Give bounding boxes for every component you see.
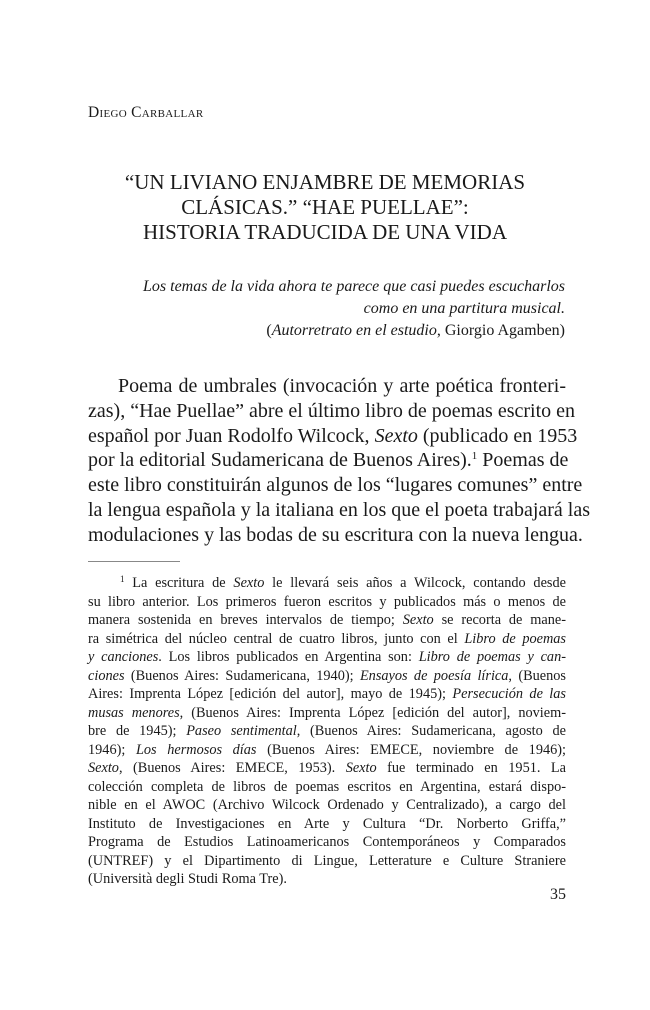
footnote-text: (Buenos Aires: EMECE, noviembre de 1946); bbox=[256, 741, 566, 758]
title-line: CLÁSICAS.” “HAE PUELLAE”: bbox=[181, 195, 469, 219]
epigraph-line: Los temas de la vida ahora te parece que casi puedes escucharlos bbox=[143, 278, 565, 295]
body-text: por la editorial Sudamericana de Buenos Aires). bbox=[88, 449, 472, 472]
book-title: musas menores bbox=[88, 704, 180, 721]
epigraph bbox=[110, 276, 565, 342]
footnote-line bbox=[88, 574, 566, 593]
footnote-text: . Los libros publicados en Argentina son: bbox=[158, 649, 419, 665]
footnote-text: se recorta de mane- bbox=[433, 612, 566, 628]
body-line bbox=[88, 424, 578, 449]
footnote-text: fue terminado en 1951. La bbox=[376, 760, 566, 776]
footnote-text: (Buenos Aires: Sudamericana, 1940); bbox=[124, 667, 360, 684]
footnote-text: , (Buenos bbox=[508, 667, 566, 684]
body-line: zas), “Hae Puellae” abre el último libro de poemas escrito en bbox=[88, 399, 576, 422]
source-title: Autorretrato en el estudio bbox=[271, 322, 437, 339]
footnote-line bbox=[88, 630, 566, 649]
source-paren: ( bbox=[266, 322, 272, 339]
footnote-text: , (Buenos Aires: EMECE, 1953). bbox=[118, 760, 346, 776]
footnote-line: Programa de Estudios Latinoamericanos Contemporáneos y Comparados bbox=[88, 834, 566, 850]
book-title: Sexto bbox=[374, 424, 418, 447]
footnote-text: manera sostenida en breves intervalos de tiempo; bbox=[88, 612, 403, 628]
title-line: HISTORIA TRADUCIDA DE UNA VIDA bbox=[142, 220, 508, 244]
chapter-title bbox=[80, 170, 570, 245]
footnote-text: , (Buenos Aires: Sudamericana, agosto de bbox=[296, 723, 566, 739]
footnote-line: colección completa de libros de poemas escritos en Argentina, estará dispo- bbox=[88, 778, 566, 795]
footnote-line: (Università degli Studi Roma Tre). bbox=[88, 871, 287, 887]
footnote-line bbox=[88, 722, 566, 741]
footnote-line bbox=[88, 667, 566, 686]
footnote-text: , (Buenos Aires: Imprenta López [edición del autor], noviem- bbox=[179, 704, 566, 721]
footnote-line: nible en el AWOC (Archivo Wilcock Ordenado y Centralizado), a cargo del bbox=[88, 797, 566, 813]
body-paragraph bbox=[88, 374, 591, 548]
title-line: “UN LIVIANO ENJAMBRE DE MEMORIAS bbox=[124, 170, 526, 194]
book-title: Sexto bbox=[233, 575, 265, 591]
book-title: Sexto bbox=[345, 760, 377, 776]
footnote-text: le llevará seis años a Wilcock, contando desde bbox=[264, 575, 566, 591]
footnote-text: Aires: Imprenta López [edición del autor], mayo de 1945); bbox=[88, 686, 453, 702]
footnote-number: 1 bbox=[120, 574, 125, 584]
body-line bbox=[88, 448, 569, 473]
footnote-line bbox=[88, 704, 566, 723]
epigraph-line: como en una partitura musical. bbox=[363, 300, 565, 317]
book-title: Libro de poemas bbox=[464, 630, 566, 647]
footnote-text: ra simétrica del núcleo central de cuatro libros, junto con el bbox=[88, 630, 465, 647]
footnote-line: (UNTREF) y el Dipartimento di Lingue, Letterature e Culture Straniere bbox=[88, 852, 566, 869]
body-text: Poemas de bbox=[477, 449, 569, 472]
footnote-text: bre de 1945); bbox=[88, 723, 187, 739]
footnote-line bbox=[88, 685, 566, 704]
footnote-ref[interactable]: 1 bbox=[471, 450, 478, 463]
body-text: español por Juan Rodolfo Wilcock, bbox=[88, 424, 375, 447]
source-author: , Giorgio Agamben) bbox=[436, 322, 565, 339]
body-line: este libro constituirán algunos de los “lugares comunes” entre bbox=[88, 474, 583, 497]
footnote-line bbox=[88, 759, 566, 778]
footnote-line bbox=[88, 648, 566, 667]
book-title: Sexto bbox=[402, 612, 434, 628]
body-line: Poema de umbrales (invocación y arte poética fronteri- bbox=[118, 375, 566, 397]
book-title: ciones bbox=[88, 667, 125, 684]
book-title: Los hermosos días bbox=[135, 741, 257, 758]
book-title: y canciones bbox=[88, 649, 159, 665]
body-line: la lengua española y la italiana en los que el poeta trabajará las bbox=[88, 498, 591, 521]
footnote-text: 1946); bbox=[88, 741, 136, 758]
footnote-text: La escritura de bbox=[124, 575, 234, 591]
running-head: Diego Carballar bbox=[88, 104, 204, 121]
book-title: Sexto bbox=[88, 760, 119, 776]
book-title: Paseo sentimental bbox=[186, 723, 297, 739]
body-text: (publicado en 1953 bbox=[417, 424, 578, 447]
epigraph-source bbox=[110, 320, 565, 342]
footnote-line bbox=[88, 741, 566, 760]
footnote-line: Instituto de Investigaciones en Arte y Cultura “Dr. Norberto Griffa,” bbox=[88, 815, 566, 832]
body-line: modulaciones y las bodas de su escritura con la nueva lengua. bbox=[88, 523, 583, 546]
book-title: Persecución de las bbox=[452, 686, 566, 702]
page-number: 35 bbox=[550, 886, 566, 903]
footnote-rule bbox=[88, 561, 180, 562]
book-title: Libro de poemas y can- bbox=[418, 649, 566, 665]
footnote bbox=[88, 574, 566, 889]
footnote-line: su libro anterior. Los primeros fueron escritos y publicados más o menos de bbox=[88, 593, 566, 610]
footnote-line bbox=[88, 611, 566, 630]
book-title: Ensayos de poesía lírica bbox=[359, 667, 509, 684]
